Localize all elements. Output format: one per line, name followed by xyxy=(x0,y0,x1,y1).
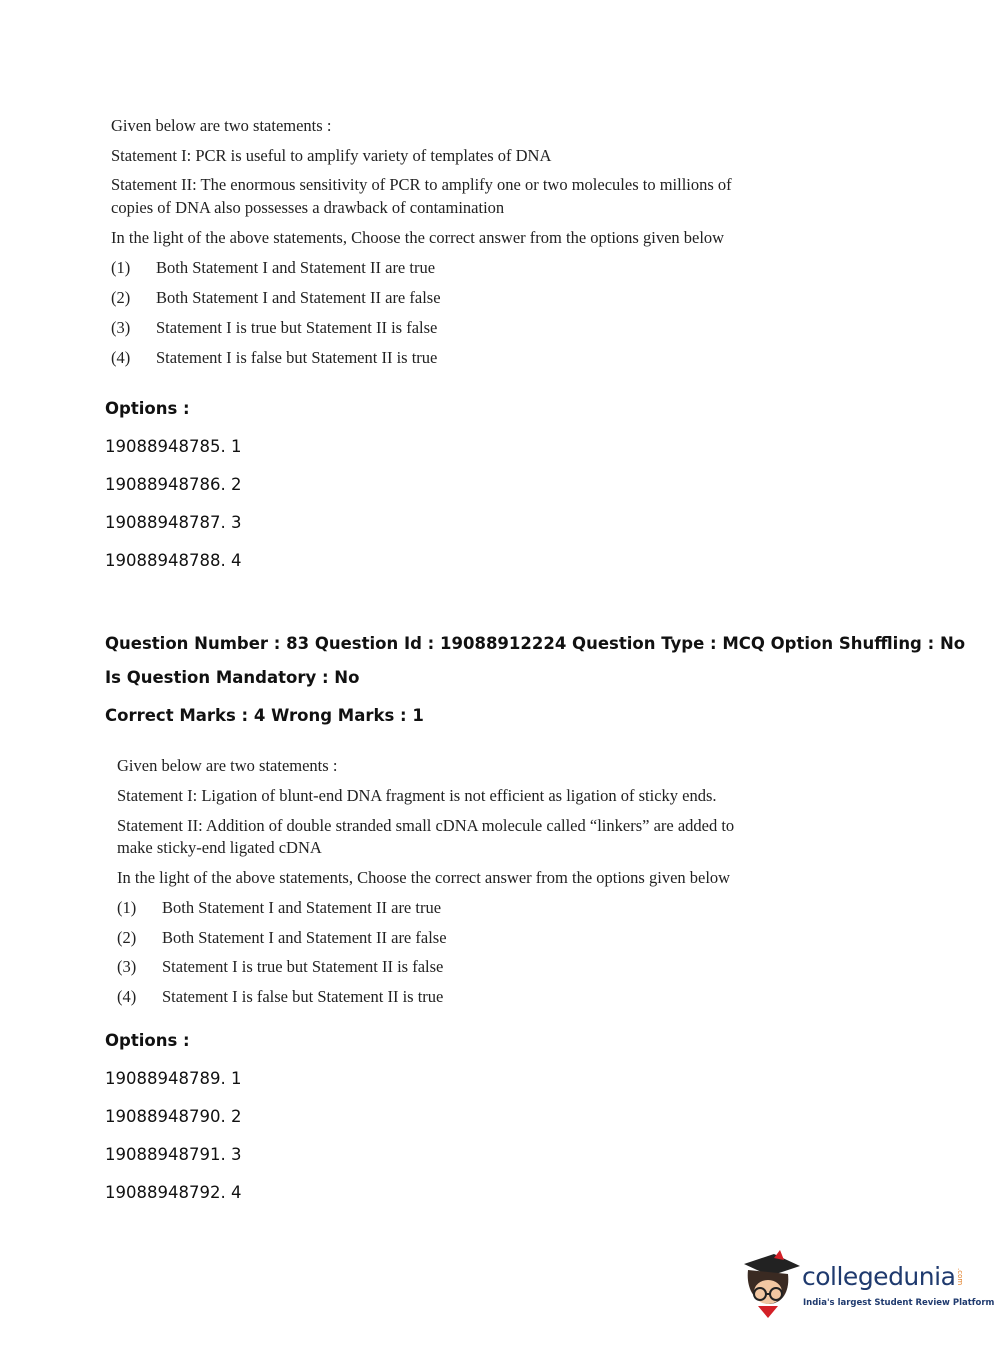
q1-option-item: 19088948786. 2 xyxy=(105,475,242,494)
q1-intro: Given below are two statements : xyxy=(111,116,332,135)
q2-option-item: 19088948790. 2 xyxy=(105,1107,242,1126)
q2-option-item: 19088948791. 3 xyxy=(105,1145,242,1164)
q2-choice-number: (1) xyxy=(117,898,137,917)
q2-option-item: 19088948789. 1 xyxy=(105,1069,242,1088)
logo-wordmark: collegedunia xyxy=(802,1262,956,1291)
q2-choice-text: Statement I is true but Statement II is false xyxy=(162,957,444,976)
q1-option-item: 19088948785. 1 xyxy=(105,437,242,456)
q1-choice-number: (4) xyxy=(111,348,131,367)
q1-choice-text: Statement I is true but Statement II is false xyxy=(156,318,438,337)
q2-choice-number: (2) xyxy=(117,928,137,947)
q1-options-label: Options : xyxy=(105,399,190,418)
q2-choice-text: Both Statement I and Statement II are true xyxy=(162,898,442,917)
logo-tagline: India's largest Student Review Platform xyxy=(803,1298,995,1308)
q2-options-label: Options : xyxy=(105,1031,190,1050)
q2-option-item: 19088948792. 4 xyxy=(105,1183,242,1202)
q2-choice-number: (4) xyxy=(117,987,137,1006)
mascot-icon xyxy=(740,1248,802,1320)
q1-statement-2-line2: copies of DNA also possesses a drawback of contamination xyxy=(111,198,505,217)
q2-meta-line2: Is Question Mandatory : No xyxy=(105,668,360,687)
q2-instruction: In the light of the above statements, Choose the correct answer from the options given below xyxy=(117,868,731,887)
q2-statement-2-line1: Statement II: Addition of double stranded small cDNA molecule called “linkers” are added to xyxy=(117,816,735,835)
q1-choice-number: (1) xyxy=(111,258,131,277)
q2-meta-line1: Question Number : 83 Question Id : 19088912224 Question Type : MCQ Option Shuffling : No xyxy=(105,634,966,653)
q1-option-item: 19088948788. 4 xyxy=(105,551,242,570)
q2-meta-line3: Correct Marks : 4 Wrong Marks : 1 xyxy=(105,706,424,725)
q1-statement-2-line1: Statement II: The enormous sensitivity of PCR to amplify one or two molecules to millions of xyxy=(111,175,732,194)
q1-choice-number: (2) xyxy=(111,288,131,307)
q1-choice-text: Both Statement I and Statement II are true xyxy=(156,258,436,277)
q2-choice-number: (3) xyxy=(117,957,137,976)
logo-dotcom: .com xyxy=(956,1268,964,1286)
q1-option-item: 19088948787. 3 xyxy=(105,513,242,532)
q1-choice-text: Both Statement I and Statement II are false xyxy=(156,288,441,307)
q2-statement-1: Statement I: Ligation of blunt-end DNA fragment is not efficient as ligation of sticky ends. xyxy=(117,786,717,805)
q1-statement-1: Statement I: PCR is useful to amplify variety of templates of DNA xyxy=(111,146,552,165)
collegedunia-logo xyxy=(740,1248,995,1320)
q2-choice-text: Both Statement I and Statement II are false xyxy=(162,928,447,947)
q1-instruction: In the light of the above statements, Choose the correct answer from the options given below xyxy=(111,228,725,247)
q2-statement-2-line2: make sticky-end ligated cDNA xyxy=(117,838,322,857)
q2-choice-text: Statement I is false but Statement II is true xyxy=(162,987,444,1006)
q2-intro: Given below are two statements : xyxy=(117,756,338,775)
q1-choice-text: Statement I is false but Statement II is true xyxy=(156,348,438,367)
q1-choice-number: (3) xyxy=(111,318,131,337)
